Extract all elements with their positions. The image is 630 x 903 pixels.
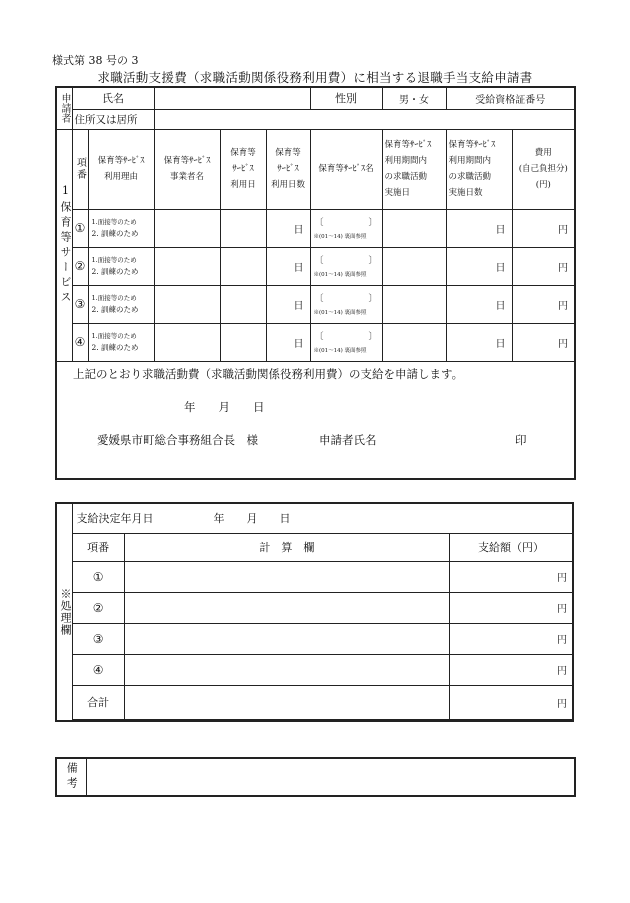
cost-cell[interactable]: 円	[512, 209, 575, 247]
processing-table	[55, 502, 574, 722]
use-days-cell[interactable]: 日	[266, 247, 310, 285]
activity-date-cell[interactable]	[382, 209, 446, 247]
activity-date-cell[interactable]	[382, 323, 446, 361]
processing-row	[56, 592, 573, 623]
row-number: ①	[72, 209, 88, 247]
cert-label: 受給資格証番号	[446, 87, 575, 109]
processing-section-label: ※処理欄	[56, 503, 72, 721]
reason-cell[interactable]: 1.面接等のため 2. 訓練のため	[88, 323, 154, 361]
activity-days-header: 保育等ｻｰﾋﾞｽ 利用期間内 の求職活動 実施日数	[446, 129, 512, 209]
gender-label: 性別	[310, 87, 382, 109]
service-row	[56, 323, 575, 361]
item-no-header: 項番	[72, 129, 88, 209]
applicant-name-label: 申請者氏名	[319, 432, 377, 447]
processing-row-label: ③	[72, 623, 124, 654]
use-day-cell[interactable]	[220, 247, 266, 285]
remarks-label: 備考	[56, 758, 86, 796]
name-field[interactable]	[154, 87, 310, 109]
provider-cell[interactable]	[154, 285, 220, 323]
reason-header: 保育等ｻｰﾋﾞｽ 利用理由	[88, 129, 154, 209]
amount-cell[interactable]: 円	[449, 654, 573, 685]
use-days-cell[interactable]: 日	[266, 285, 310, 323]
processing-row-label: ④	[72, 654, 124, 685]
declaration-block	[56, 361, 575, 479]
row-number: ③	[72, 285, 88, 323]
use-days-cell[interactable]: 日	[266, 323, 310, 361]
seal-mark: 印	[515, 432, 527, 447]
amount-cell[interactable]: 円	[449, 685, 573, 719]
form-title: 求職活動支援費（求職活動関係役務利用費）に相当する退職手当支給申請書	[97, 70, 533, 85]
use-day-cell[interactable]	[220, 323, 266, 361]
service-name-header: 保育等ｻｰﾋﾞｽ名	[310, 129, 382, 209]
processing-row	[56, 623, 573, 654]
activity-days-cell[interactable]: 日	[446, 209, 512, 247]
cost-cell[interactable]: 円	[512, 247, 575, 285]
decision-date-label: 支給決定年月日	[76, 512, 154, 526]
application-table	[55, 86, 576, 480]
address-label: 住所又は居所	[72, 109, 154, 129]
addressee: 愛媛県市町総合事務組合長 様	[97, 432, 258, 447]
gender-options[interactable]: 男・女	[382, 87, 446, 109]
processing-row	[56, 561, 573, 592]
cost-header: 費用 (自己負担分) (円)	[512, 129, 575, 209]
calc-cell[interactable]	[124, 592, 449, 623]
use-days-header: 保育等 ｻｰﾋﾞｽ 利用日数	[266, 129, 310, 209]
remarks-table	[55, 757, 576, 797]
cost-cell[interactable]: 円	[512, 323, 575, 361]
provider-cell[interactable]	[154, 247, 220, 285]
calc-header: 計 算 欄	[124, 533, 449, 561]
service-row	[56, 285, 575, 323]
service-row	[56, 209, 575, 247]
reason-cell[interactable]: 1.面接等のため 2. 訓練のため	[88, 285, 154, 323]
processing-row-label: ②	[72, 592, 124, 623]
amount-header: 支給額（円）	[449, 533, 573, 561]
service-name-cell[interactable]: 〔 〕 ※(01～14) 裏面参照	[310, 323, 382, 361]
row-number: ④	[72, 323, 88, 361]
item-header: 項番	[72, 533, 124, 561]
declaration-date[interactable]: 年 月 日	[184, 399, 265, 414]
declaration-text: 上記のとおり求職活動費（求職活動関係役務利用費）の支給を申請します。	[73, 366, 464, 381]
remarks-field[interactable]	[86, 758, 575, 796]
calc-cell[interactable]	[124, 654, 449, 685]
amount-cell[interactable]: 円	[449, 592, 573, 623]
reason-cell[interactable]: 1.面接等のため 2. 訓練のため	[88, 247, 154, 285]
cost-cell[interactable]: 円	[512, 285, 575, 323]
calc-cell[interactable]	[124, 685, 449, 719]
processing-row	[56, 685, 573, 719]
activity-date-cell[interactable]	[382, 247, 446, 285]
row-number: ②	[72, 247, 88, 285]
provider-header: 保育等ｻｰﾋﾞｽ 事業者名	[154, 129, 220, 209]
calc-cell[interactable]	[124, 561, 449, 592]
service-name-cell[interactable]: 〔 〕 ※(01～14) 裏面参照	[310, 247, 382, 285]
use-day-cell[interactable]	[220, 209, 266, 247]
decision-date-row	[72, 503, 573, 533]
use-days-cell[interactable]: 日	[266, 209, 310, 247]
activity-days-cell[interactable]: 日	[446, 323, 512, 361]
use-day-cell[interactable]	[220, 285, 266, 323]
reason-cell[interactable]: 1.面接等のため 2. 訓練のため	[88, 209, 154, 247]
calc-cell[interactable]	[124, 623, 449, 654]
amount-cell[interactable]: 円	[449, 623, 573, 654]
activity-date-cell[interactable]	[382, 285, 446, 323]
service-section-label: 1保育等サービス	[56, 129, 72, 361]
provider-cell[interactable]	[154, 323, 220, 361]
name-label: 氏名	[72, 87, 154, 109]
processing-row-label: 合計	[72, 685, 124, 719]
service-name-cell[interactable]: 〔 〕 ※(01～14) 裏面参照	[310, 285, 382, 323]
activity-days-cell[interactable]: 日	[446, 285, 512, 323]
processing-row-label: ①	[72, 561, 124, 592]
form-number: 様式第 38 号の 3	[52, 54, 139, 67]
amount-cell[interactable]: 円	[449, 561, 573, 592]
service-name-cell[interactable]: 〔 〕 ※(01～14) 裏面参照	[310, 209, 382, 247]
applicant-section-label: 申請者	[56, 87, 72, 129]
activity-date-header: 保育等ｻｰﾋﾞｽ 利用期間内 の求職活動 実施日	[382, 129, 446, 209]
address-field[interactable]	[154, 109, 575, 129]
processing-row	[56, 654, 573, 685]
provider-cell[interactable]	[154, 209, 220, 247]
activity-days-cell[interactable]: 日	[446, 247, 512, 285]
use-day-header: 保育等 ｻｰﾋﾞｽ 利用日	[220, 129, 266, 209]
service-row	[56, 247, 575, 285]
decision-date-value[interactable]: 年 月 日	[213, 512, 291, 526]
